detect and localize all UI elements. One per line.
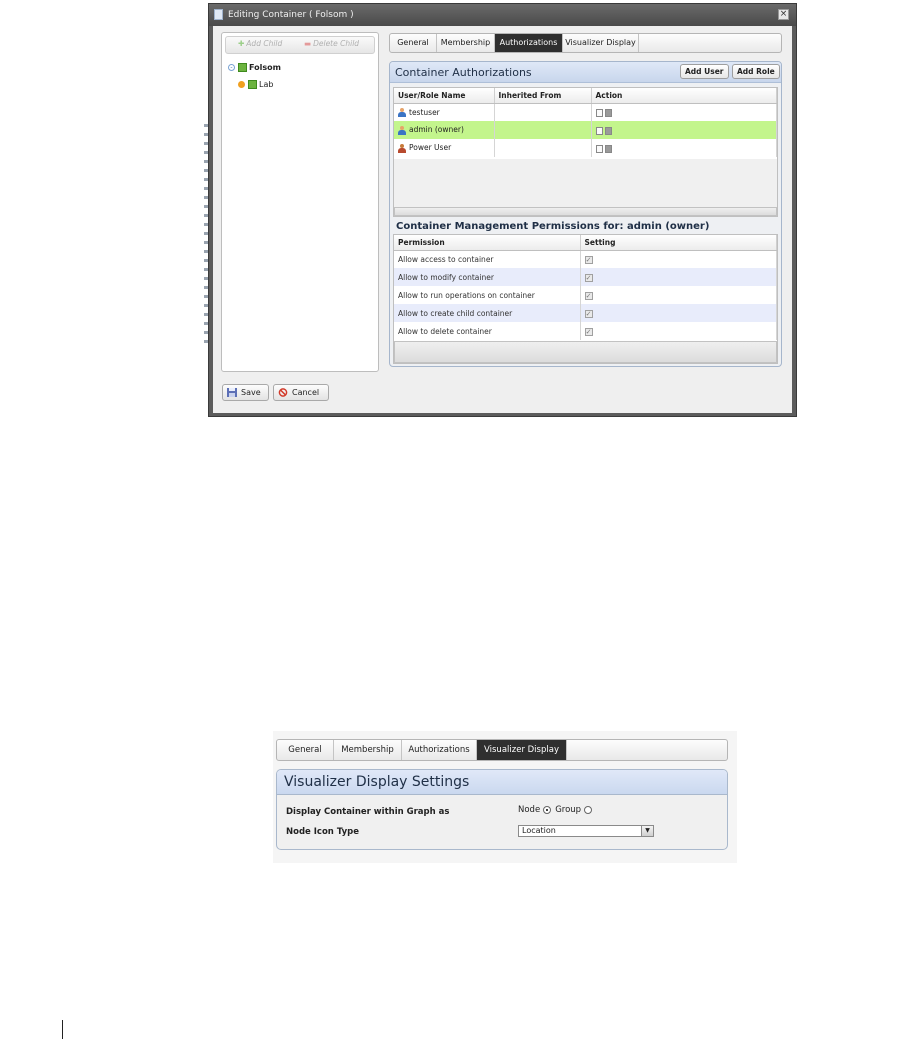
dialog-title: Editing Container ( Folsom ) (228, 10, 354, 20)
document-icon (214, 9, 223, 20)
role-icon (398, 144, 406, 153)
table-row[interactable] (394, 103, 777, 121)
role-name: Power User (409, 143, 452, 153)
collapse-icon[interactable]: - (228, 64, 235, 71)
dropdown-arrow-icon[interactable]: ▼ (641, 826, 653, 836)
tab-authorizations[interactable]: Authorizations (402, 740, 477, 760)
table-row[interactable] (394, 139, 777, 157)
table-scrollbar[interactable] (394, 207, 777, 216)
column-header[interactable]: Inherited From (494, 88, 591, 103)
container-icon (238, 63, 247, 72)
permission-label: Allow to run operations on container (394, 286, 580, 304)
group-radio[interactable] (584, 806, 592, 814)
setting-checkbox[interactable]: ✓ (585, 273, 592, 282)
user-name: testuser (409, 107, 440, 117)
cancel-label: Cancel (292, 388, 320, 397)
tab-general[interactable]: General (390, 34, 437, 52)
tab-general[interactable]: General (277, 740, 334, 760)
tab-bar (276, 739, 728, 761)
container-tree-panel (221, 32, 379, 372)
panel-title: Visualizer Display Settings (284, 774, 470, 790)
permission-label: Allow access to container (394, 250, 580, 268)
save-label: Save (241, 388, 261, 397)
panel-header (277, 770, 727, 795)
display-as-label: Display Container within Graph as (286, 807, 450, 817)
panel-header (390, 62, 781, 83)
cancel-button[interactable] (273, 384, 329, 401)
floppy-disk-icon (227, 388, 237, 397)
visualizer-settings-panel (276, 769, 728, 850)
tab-membership[interactable]: Membership (437, 34, 495, 52)
table-empty-area (394, 159, 777, 208)
permission-label: Allow to delete container (394, 322, 580, 340)
node-icon-type-label: Node Icon Type (286, 827, 359, 837)
inherited-from (494, 103, 591, 121)
table-row (394, 322, 777, 340)
cancel-icon (278, 388, 288, 397)
permissions-table (393, 234, 778, 364)
authorizations-table (393, 87, 778, 217)
inherited-from (494, 121, 591, 139)
panel-title: Container Authorizations (395, 66, 532, 79)
column-header[interactable]: Permission (394, 235, 580, 250)
column-header[interactable]: Action (591, 88, 777, 103)
table-row (394, 250, 777, 268)
visualizer-display-screenshot (273, 731, 737, 863)
column-header[interactable]: User/Role Name (394, 88, 494, 103)
tab-bar (389, 33, 782, 53)
setting-checkbox[interactable]: ✓ (585, 255, 592, 264)
add-child-label: Add Child (246, 39, 283, 48)
table-row (394, 304, 777, 322)
tree-node-label: Folsom (249, 63, 281, 72)
select-value: Location (522, 826, 556, 835)
delete-icon[interactable] (605, 127, 612, 135)
display-as-radio-group (518, 805, 596, 815)
container-authorizations-panel (389, 61, 782, 367)
column-header[interactable]: Setting (580, 235, 777, 250)
page-margin-rule (62, 1020, 63, 1039)
editing-container-dialog (208, 3, 797, 417)
plus-icon: ✚ (238, 39, 245, 48)
delete-icon[interactable] (605, 145, 612, 153)
table-row (394, 286, 777, 304)
inherited-from (494, 139, 591, 157)
delete-child-label: Delete Child (313, 39, 360, 48)
save-button[interactable] (222, 384, 269, 401)
edit-icon[interactable] (596, 145, 603, 153)
edit-icon[interactable] (596, 127, 603, 135)
close-icon[interactable]: × (779, 9, 788, 19)
table-row (394, 268, 777, 286)
tab-visualizer-display[interactable]: Visualizer Display (563, 34, 639, 52)
table-row[interactable] (394, 121, 777, 139)
user-icon (398, 126, 406, 135)
minus-icon: ▬ (304, 39, 312, 48)
node-option-label: Node (518, 805, 541, 815)
user-name: admin (owner) (409, 125, 464, 135)
delete-icon[interactable] (605, 109, 612, 117)
add-user-button[interactable]: Add User (680, 64, 729, 79)
tree-toolbar (225, 36, 375, 54)
status-dot-icon (238, 81, 245, 88)
node-radio[interactable] (543, 806, 551, 814)
permission-label: Allow to create child container (394, 304, 580, 322)
user-icon (398, 108, 406, 117)
setting-checkbox[interactable]: ✓ (585, 291, 592, 300)
edit-icon[interactable] (596, 109, 603, 117)
delete-child-button[interactable] (304, 39, 359, 51)
table-footer-bar (394, 341, 777, 363)
tab-visualizer-display[interactable]: Visualizer Display (477, 740, 567, 760)
setting-checkbox[interactable]: ✓ (585, 309, 592, 318)
tab-membership[interactable]: Membership (334, 740, 402, 760)
permissions-title: Container Management Permissions for: admin (owner) (396, 221, 710, 232)
tree-node-lab[interactable] (238, 80, 273, 89)
add-child-button[interactable] (238, 39, 282, 51)
dialog-body (213, 26, 792, 413)
container-icon (248, 80, 257, 89)
add-role-button[interactable]: Add Role (732, 64, 780, 79)
tree-node-folsom[interactable] (228, 63, 281, 72)
setting-checkbox[interactable]: ✓ (585, 327, 592, 336)
tree-node-label: Lab (259, 80, 274, 89)
permission-label: Allow to modify container (394, 268, 580, 286)
tab-authorizations[interactable]: Authorizations (495, 34, 563, 52)
node-icon-type-select[interactable] (518, 825, 654, 837)
dialog-titlebar[interactable] (209, 4, 796, 26)
group-option-label: Group (555, 805, 582, 815)
